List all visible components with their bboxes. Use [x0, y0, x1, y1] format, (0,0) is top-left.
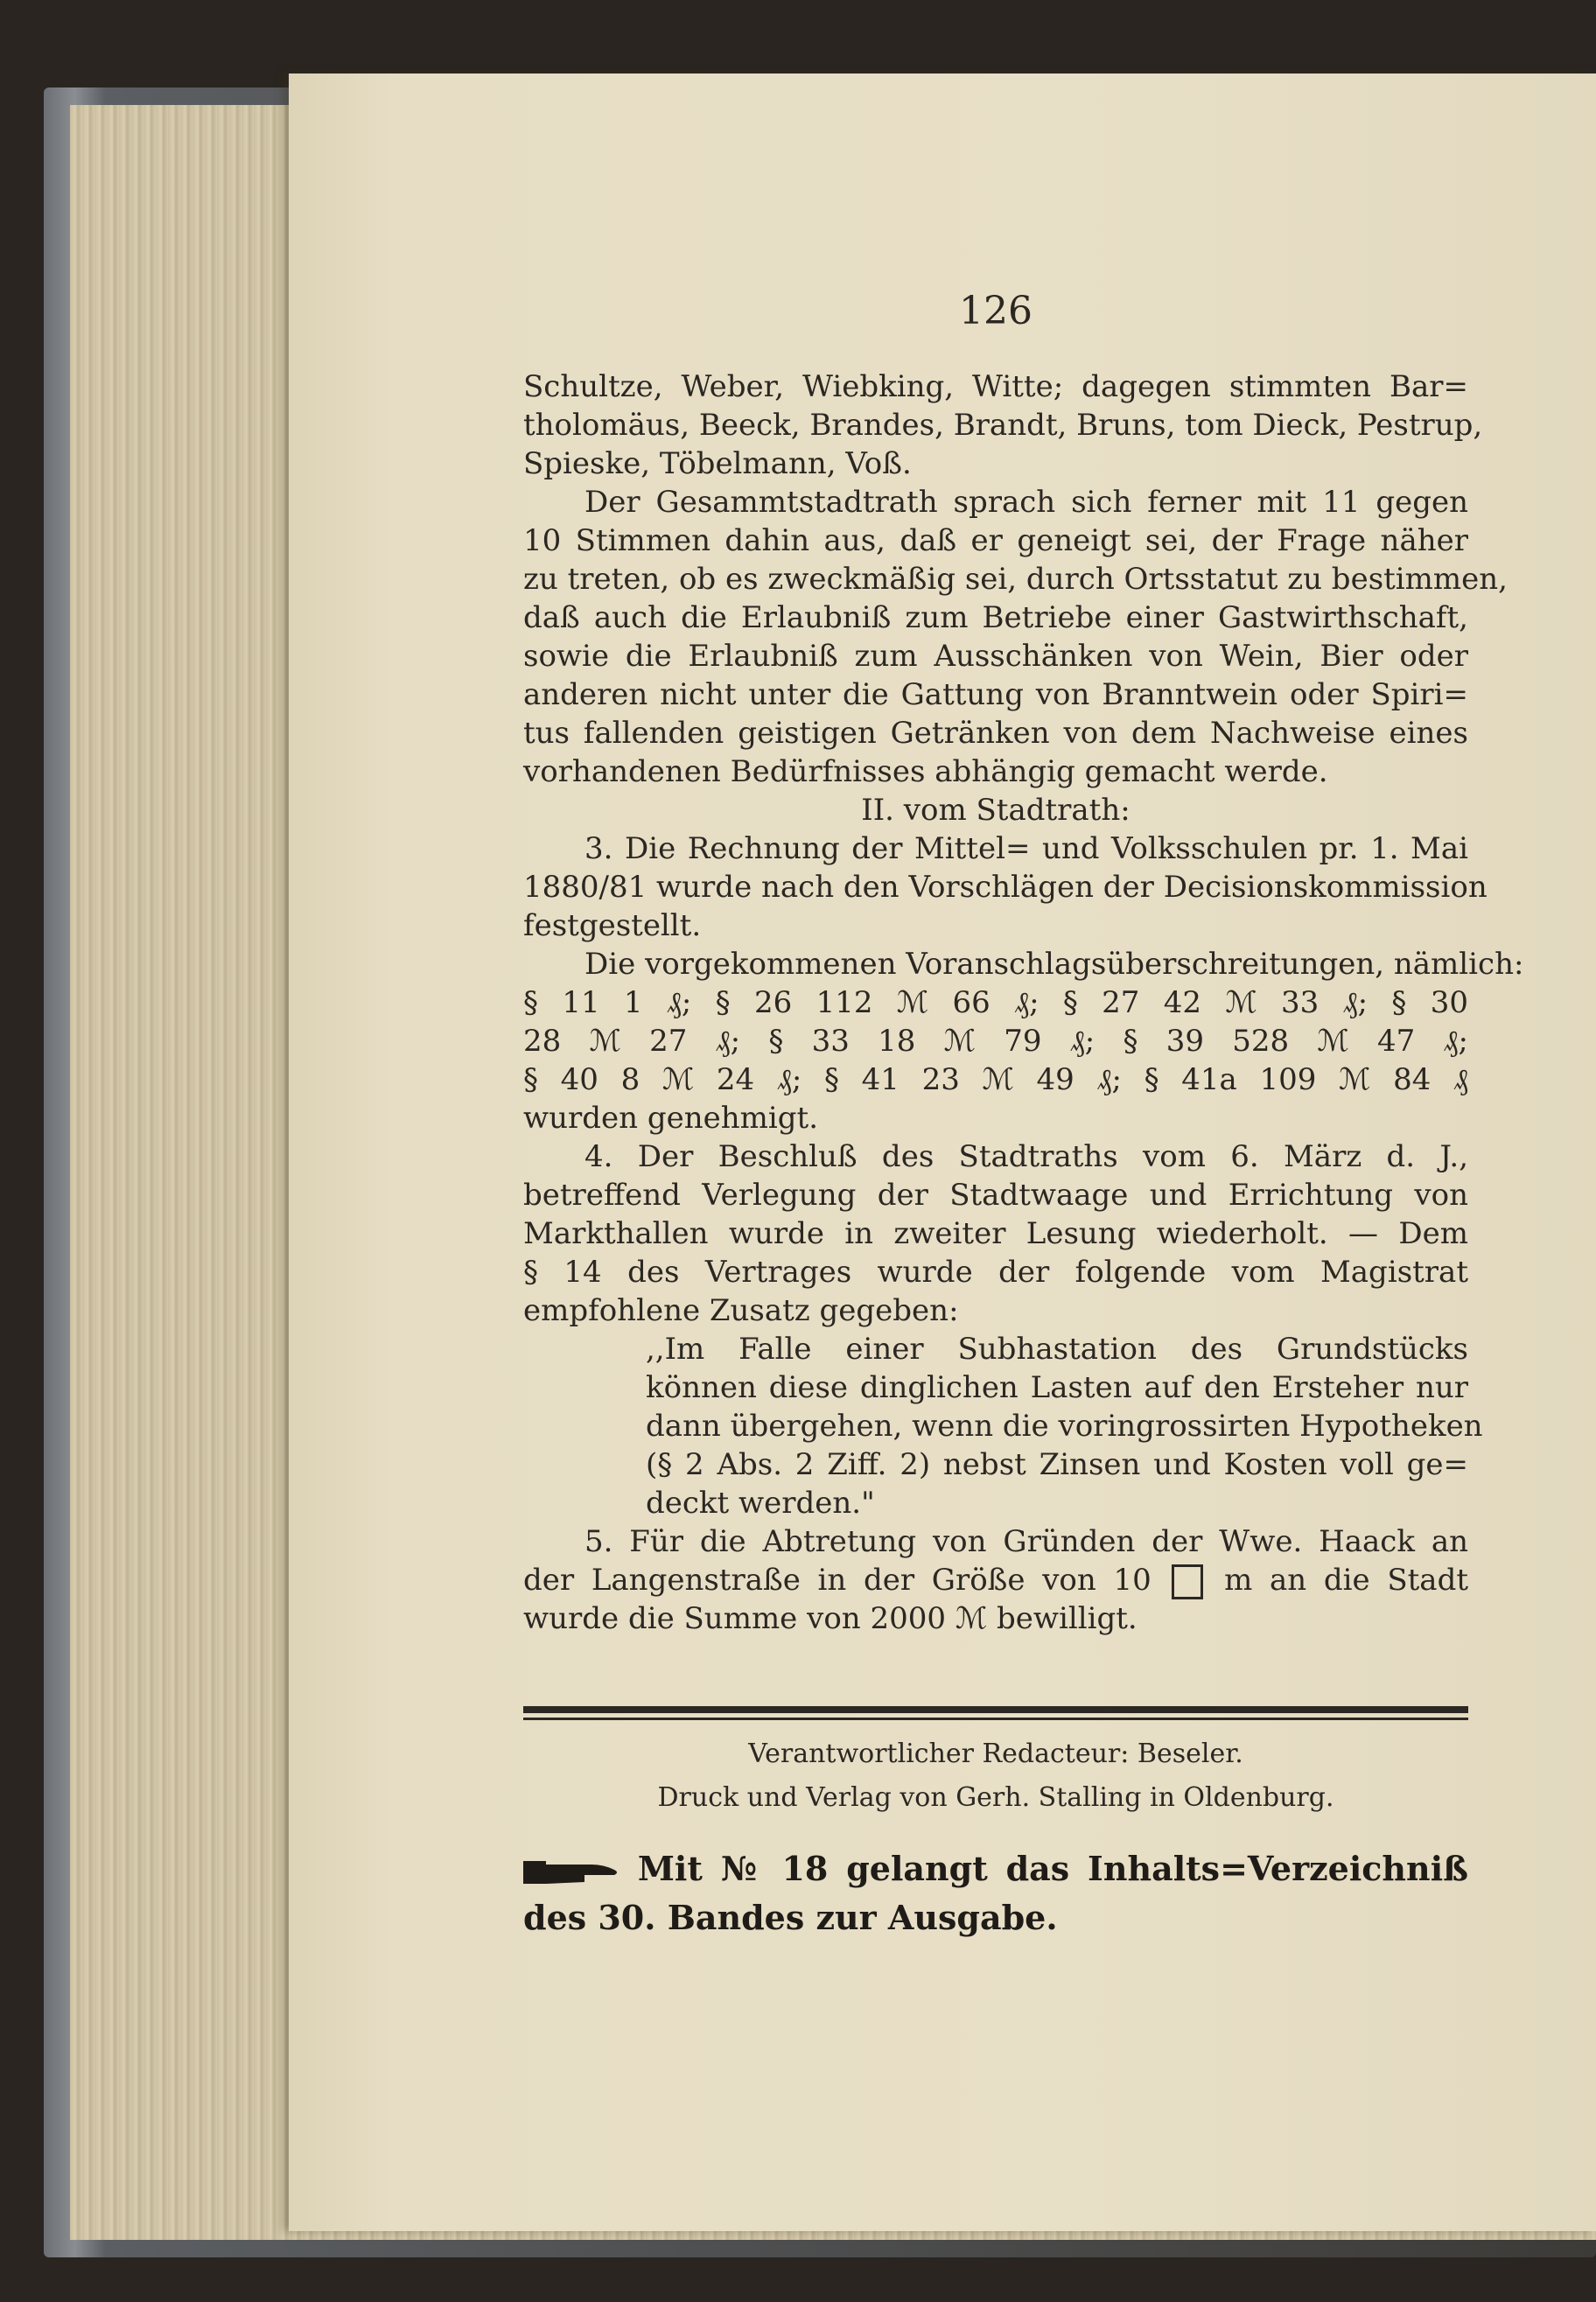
text-line: sowie die Erlaubniß zum Ausschänken von Wein, Bier oder — [523, 639, 1468, 674]
text-line: tholomäus, Beeck, Brandes, Brandt, Bruns, tom Dieck, Pestrup, — [523, 408, 1483, 443]
double-rule — [523, 1706, 1468, 1720]
text-line: tus fallenden geistigen Getränken von dem Nachweise eines — [523, 716, 1468, 751]
text-line: empfohlene Zusatz gegeben: — [523, 1293, 959, 1328]
text-line: Der Gesammtstadtrath sprach sich ferner mit 11 gegen — [584, 485, 1468, 520]
text-line: 4. Der Beschluß des Stadtraths vom 6. März d. J., — [584, 1139, 1468, 1174]
text-line: wurde die Summe von 2000 ℳ bewilligt. — [523, 1601, 1138, 1636]
text-line: Schultze, Weber, Wiebking, Witte; dagegen stimmten Bar= — [523, 369, 1468, 404]
editor-line: Verantwortlicher Redacteur: Beseler. — [748, 1739, 1243, 1769]
notice — [523, 1844, 1468, 1942]
quote-line: (§ 2 Abs. 2 Ziff. 2) nebst Zinsen und Kosten voll ge= — [646, 1447, 1468, 1482]
text-line: daß auch die Erlaubniß zum Betriebe einer Gastwirthschaft, — [523, 600, 1468, 635]
text-line: vorhandenen Bedürfnisses abhängig gemacht werde. — [523, 754, 1328, 789]
text-line: Spieske, Töbelmann, Voß. — [523, 446, 912, 481]
quote-line: können diese dinglichen Lasten auf den Ersteher nur — [646, 1370, 1468, 1405]
printer-line: Druck und Verlag von Gerh. Stalling in Oldenburg. — [657, 1782, 1334, 1813]
rule-thin — [523, 1718, 1468, 1720]
text-line: festgestellt. — [523, 908, 702, 943]
text-line: Markthallen wurde in zweiter Lesung wiederholt. — Dem — [523, 1216, 1468, 1251]
section-heading: II. vom Stadtrath: — [861, 793, 1130, 828]
text-line: Die vorgekommenen Voranschlagsüberschreitungen, nämlich: — [584, 947, 1524, 982]
square-symbol-icon — [1172, 1564, 1203, 1599]
quote-line: dann übergehen, wenn die voringrossirten Hypotheken — [646, 1409, 1483, 1444]
text-line — [523, 1561, 1468, 1599]
notice-line: des 30. Bandes zur Ausgabe. — [523, 1898, 1058, 1937]
body-text — [523, 367, 1524, 1638]
notice-text: Mit № 18 gelangt das Inhalts=Verzeichniß — [637, 1849, 1468, 1888]
text-line: 10 Stimmen dahin aus, daß er geneigt sei, der Frage näher — [523, 523, 1468, 558]
text-line: wurden genehmigt. — [523, 1101, 818, 1136]
text-line: 28 ℳ 27 ₰; § 33 18 ℳ 79 ₰; § 39 528 ℳ 47 ₰; — [523, 1024, 1468, 1059]
text-line: 5. Für die Abtretung von Gründen der Wwe. Haack an — [584, 1524, 1468, 1559]
text-line: zu treten, ob es zweckmäßig sei, durch Ortsstatut zu bestimmen, — [523, 562, 1508, 597]
text-line: betreffend Verlegung der Stadtwaage und Errichtung von — [523, 1178, 1468, 1213]
page-number: 126 — [959, 289, 1032, 333]
rule-thick — [523, 1706, 1468, 1713]
text-line: § 11 1 ₰; § 26 112 ℳ 66 ₰; § 27 42 ℳ 33 ₰; § 30 — [523, 985, 1468, 1020]
imprint — [523, 1732, 1468, 1820]
text-line: 3. Die Rechnung der Mittel= und Volksschulen pr. 1. Mai — [584, 831, 1468, 866]
pointing-hand-icon — [523, 1858, 620, 1887]
quote-line: deckt werden." — [646, 1486, 875, 1521]
quote-line: ,,Im Falle einer Subhastation des Grundstücks — [646, 1332, 1468, 1367]
text-fragment: m an die Stadt — [1224, 1563, 1468, 1598]
text-fragment: der Langenstraße in der Größe von 10 — [523, 1563, 1152, 1598]
text-line: 1880/81 wurde nach den Vorschlägen der Decisionskommission — [523, 870, 1488, 905]
text-line: anderen nicht unter die Gattung von Branntwein oder Spiri= — [523, 677, 1468, 712]
text-line: § 40 8 ℳ 24 ₰; § 41 23 ℳ 49 ₰; § 41a 109 ℳ 84 ₰ — [523, 1062, 1468, 1097]
notice-line — [523, 1844, 1468, 1893]
text-line: § 14 des Vertrages wurde der folgende vom Magistrat — [523, 1255, 1468, 1290]
